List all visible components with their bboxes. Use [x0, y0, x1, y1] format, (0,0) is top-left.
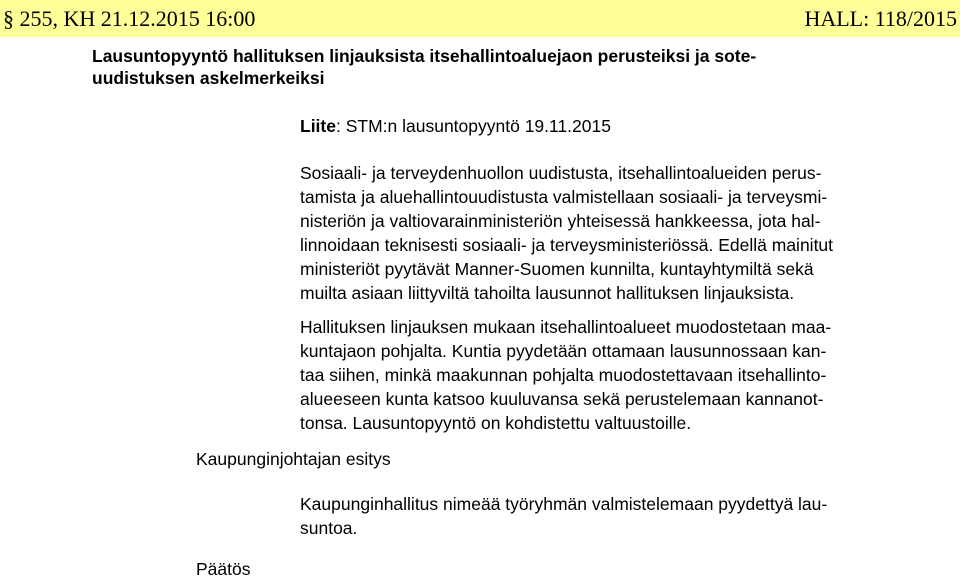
text-line: taa siihen, minkä maakunnan pohjalta muodostettavaan itsehallinto-	[300, 365, 827, 385]
section-reference: § 255, KH 21.12.2015 16:00	[3, 6, 256, 31]
text-line: alueeseen kunta katsoo kuuluvansa sekä perustelemaan kannanot-	[300, 389, 824, 409]
text-line: muilta asiaan liittyviltä tahoilta lausunnot hallituksen linjauksista.	[300, 283, 795, 303]
attachment-text: : STM:n lausuntopyyntö 19.11.2015	[335, 116, 611, 136]
text-line: nisteriön ja valtiovarainministeriön yhteisessä hankkeessa, jota hal-	[300, 211, 821, 231]
case-number: HALL: 118/2015	[804, 6, 957, 31]
text-line: tonsa. Lausuntopyyntö on kohdistettu valtuustoille.	[300, 413, 692, 433]
text-line: kuntajaon pohjalta. Kuntia pyydetään ottamaan lausunnossaan kan-	[300, 341, 827, 361]
text-line: Kaupunginhallitus nimeää työryhmän valmistelemaan pyydettyä lau-	[300, 494, 828, 514]
document-header	[0, 0, 960, 37]
text-line: Hallituksen linjauksen mukaan itsehallintoalueet muodostetaan maa-	[300, 317, 832, 337]
text-line: tamista ja aluehallintouudistusta valmistellaan sosiaali- ja terveysmi-	[300, 187, 828, 207]
attachment-line	[300, 116, 611, 137]
paragraph-guideline	[300, 315, 831, 435]
text-line: suntoa.	[300, 518, 358, 538]
attachment-label: Liite	[300, 116, 336, 136]
paragraph-background	[300, 161, 833, 305]
title-line: Lausuntopyyntö hallituksen linjauksista itsehallintoaluejaon perusteiksi ja sote-	[92, 46, 757, 66]
proposal-label: Kaupunginjohtajan esitys	[196, 449, 391, 469]
text-line: ministeriöt pyytävät Manner-Suomen kunnilta, kuntayhtymiltä sekä	[300, 259, 814, 279]
document-title	[92, 45, 852, 89]
paragraph-proposal	[300, 492, 827, 540]
decision-label: Päätös	[196, 559, 251, 579]
title-line: uudistuksen askelmerkeiksi	[92, 68, 325, 88]
text-line: linnoidaan teknisesti sosiaali- ja terveysministeriössä. Edellä mainitut	[300, 235, 834, 255]
text-line: Sosiaali- ja terveydenhuollon uudistusta, itsehallintoalueiden perus-	[300, 163, 822, 183]
